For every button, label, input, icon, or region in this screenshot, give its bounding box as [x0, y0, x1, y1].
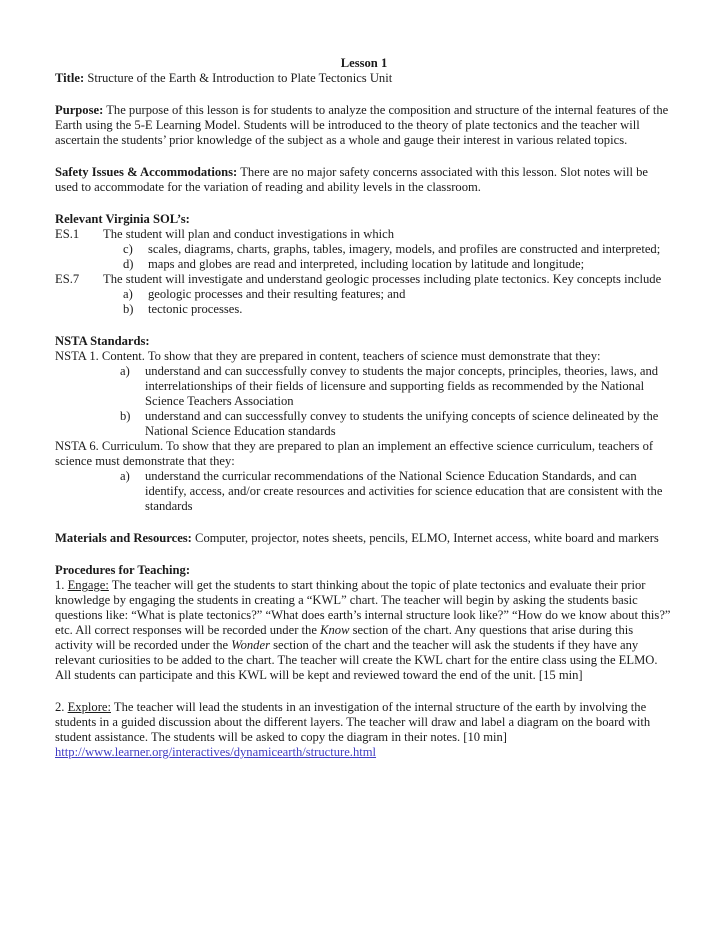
engage-paragraph	[55, 578, 673, 683]
title-line	[55, 71, 673, 86]
list-item-text: scales, diagrams, charts, graphs, tables, imagery, models, and profiles are constructed and interpreted;	[148, 242, 661, 256]
list-item-text: understand and can successfully convey to students the major concepts, principles, theories, laws, and interrelationships of their fields of licensure and supporting fields as recommended by the National Science Teachers Association	[145, 364, 659, 408]
explore-paragraph	[55, 700, 673, 745]
sol-sub-item	[55, 242, 673, 257]
engage-italic-wonder: Wonder	[231, 638, 270, 652]
list-item-text: understand the curricular recommendations of the National Science Education Standards, and can identify, access, and/or create resources and activities for science education that are consistent with the standards	[145, 469, 663, 513]
explore-text-1: The teacher will lead the students in an investigation of the internal structure of the earth by involving the students in a guided discussion about the different layers. The teacher will draw and label a diagram on the board with student assistance. The students will be asked to copy the diagram in their notes. [10 min]	[55, 700, 651, 744]
engage-text-1: The teacher will get the students to start thinking about the topic of plate tectonics and evaluate their prior knowledge by engaging the students in creating a “KWL” chart. The teacher will begin by asking the students basic questions like: “What is plate tectonics?” “What does earth’s internal structure look like?” “How do we know about this?” etc. All correct responses will be recorded under the	[55, 578, 671, 637]
sol-entry-es7	[55, 272, 673, 287]
engage-text-2: section of the chart. Any questions that arise during this activity will be recorded under the	[55, 623, 634, 652]
list-item-text: maps and globes are read and interpreted, including location by latitude and longitude;	[148, 257, 585, 271]
sol-code: ES.1	[55, 227, 80, 241]
safety-paragraph	[55, 165, 673, 195]
nsta-sub-item	[55, 469, 673, 514]
list-marker: a)	[120, 364, 130, 378]
sol-entry-es1	[55, 227, 673, 242]
engage-label: Engage:	[67, 578, 109, 592]
materials-label: Materials and Resources:	[55, 531, 192, 545]
title-text: Structure of the Earth & Introduction to Plate Tectonics Unit	[87, 71, 393, 85]
explore-link-line	[55, 745, 673, 760]
nsta-block-intro: NSTA 6. Curriculum. To show that they are prepared to plan an implement an effective science curriculum, teachers of science must demonstrate that they:	[55, 439, 654, 468]
explore-label: Explore:	[67, 700, 111, 714]
sol-entry-text: The student will investigate and understand geologic processes including plate tectonics. Key concepts include	[103, 272, 662, 286]
list-marker: a)	[120, 469, 130, 483]
list-marker: c)	[123, 242, 133, 256]
sol-sub-item	[55, 302, 673, 317]
engage-text-3: section of the chart and the teacher will ask the students if they have any relevant curiosities to be added to the chart. The teacher will create the KWL chart for the entire class using the ELMO. All students can participate and this KWL will be kept and reviewed toward the end of the unit. [15 min]	[55, 638, 658, 682]
safety-label: Safety Issues & Accommodations:	[55, 165, 238, 179]
sol-sub-item	[55, 287, 673, 302]
safety-text: There are no major safety concerns associated with this lesson. Slot notes will be used to accommodate for the variation of reading and ability levels in the classroom.	[55, 165, 648, 194]
purpose-text: The purpose of this lesson is for students to analyze the composition and structure of the internal features of the Earth using the 5-E Learning Model. Students will be introduced to the theory of plate tectonics and the teacher will ascertain the students’ prior knowledge of the subject as a whole and gauge their interest in various related topics.	[55, 103, 669, 147]
sol-section	[55, 212, 673, 317]
list-marker: b)	[123, 302, 134, 316]
list-item-text: understand and can successfully convey to students the unifying concepts of science delineated by the National Science Education standards	[145, 409, 659, 438]
lesson-heading: Lesson 1	[340, 56, 388, 70]
sol-entry-text: The student will plan and conduct investigations in which	[103, 227, 395, 241]
procedures-heading: Procedures for Teaching:	[55, 563, 191, 577]
sol-heading: Relevant Virginia SOL’s:	[55, 212, 190, 226]
list-item-text: geologic processes and their resulting features; and	[148, 287, 406, 301]
nsta-heading: NSTA Standards:	[55, 334, 150, 348]
explore-number: 2.	[55, 700, 65, 714]
sol-sub-item	[55, 257, 673, 272]
nsta-sub-item	[55, 364, 673, 409]
materials-text: Computer, projector, notes sheets, pencils, ELMO, Internet access, white board and markers	[195, 531, 659, 545]
list-marker: b)	[120, 409, 131, 423]
nsta-section	[55, 334, 673, 514]
list-item-text: tectonic processes.	[148, 302, 243, 316]
engage-italic-know: Know	[320, 623, 350, 637]
title-label: Title:	[55, 71, 85, 85]
engage-number: 1.	[55, 578, 65, 592]
list-marker: a)	[123, 287, 133, 301]
structure-link[interactable]: http://www.learner.org/interactives/dynamicearth/structure.html	[55, 745, 377, 759]
nsta-block-intro: NSTA 1. Content. To show that they are prepared in content, teachers of science must demonstrate that they:	[55, 349, 601, 363]
purpose-label: Purpose:	[55, 103, 104, 117]
list-marker: d)	[123, 257, 134, 271]
nsta-sub-item	[55, 409, 673, 439]
materials-paragraph	[55, 531, 673, 546]
sol-code: ES.7	[55, 272, 80, 286]
procedures-section	[55, 563, 673, 760]
purpose-paragraph	[55, 103, 673, 148]
